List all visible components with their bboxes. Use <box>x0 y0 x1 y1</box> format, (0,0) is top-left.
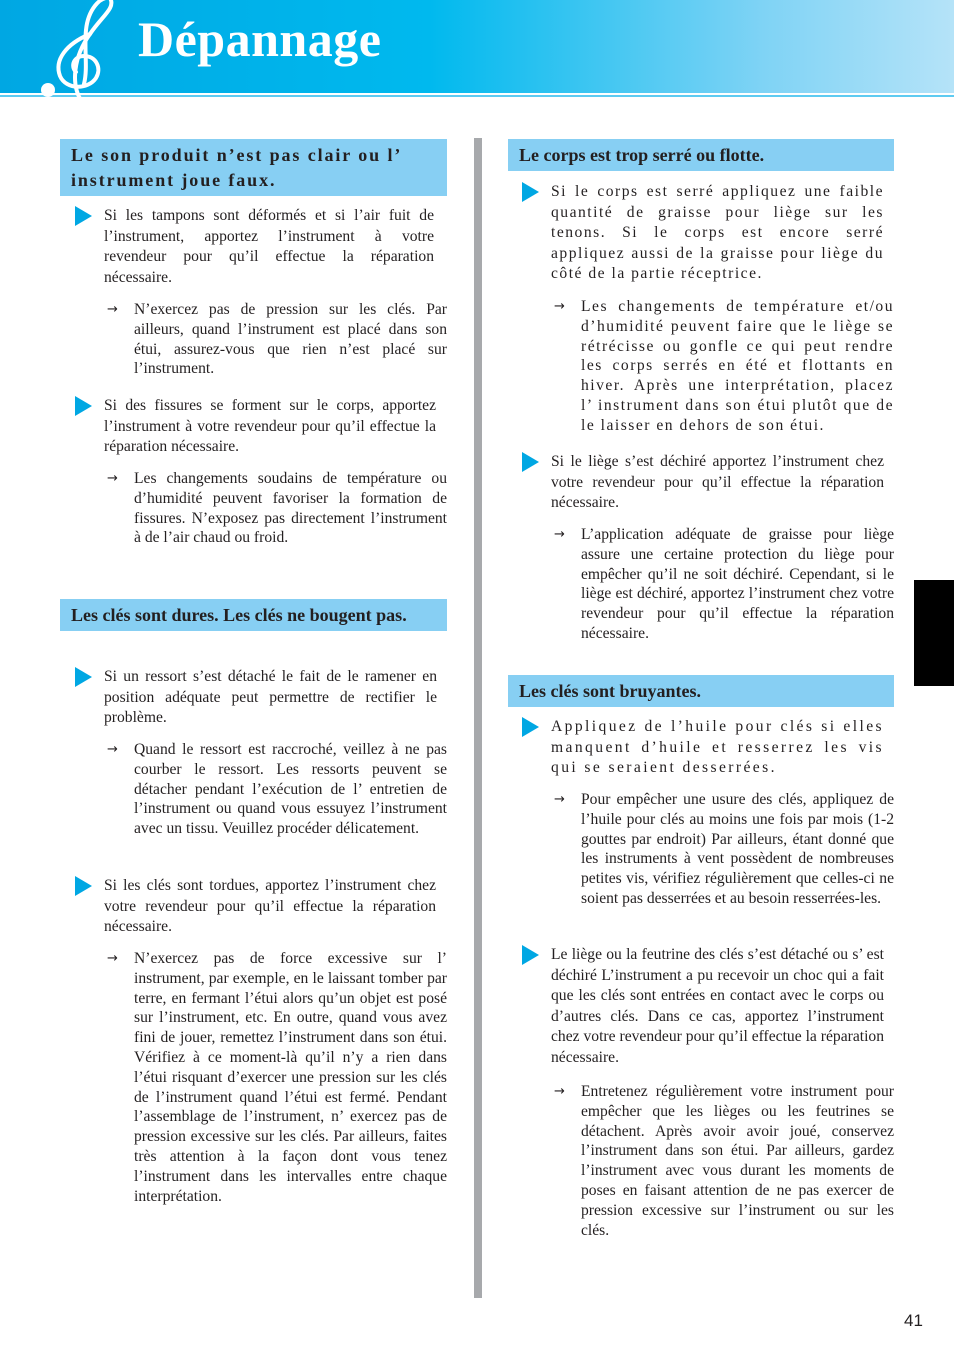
arrow-icon: → <box>554 299 565 314</box>
instruction-text: Si un ressort s’est détaché le fait de le ramener en position adéquate peut permettre de rectifier le problème. <box>104 668 437 726</box>
section-heading: Les clés sont bruyantes. <box>508 675 894 707</box>
note-text: Les changements soudains de température ou d’humidité peuvent favoriser la formation de fissures. N’exposez pas directement l’instrument à de l’air chaud ou froid. <box>134 470 447 547</box>
play-triangle-icon <box>75 667 92 687</box>
play-triangle-icon <box>75 206 92 226</box>
play-triangle-icon <box>75 876 92 896</box>
instruction-text: Appliquez de l’huile pour clés si elles manquent d’huile et resserrez les vis qui se seraient desserrées. <box>551 718 884 776</box>
play-triangle-icon <box>522 452 539 472</box>
note-text: Pour empêcher une usure des clés, appliquez de l’huile pour clés au moins une fois par mois (1-2 gouttes par endroit) Par ailleurs, étant donné que les instruments à vent possèdent de nombreuses petites vis, vérifiez régulièrement que celles-ci ne soient pas desserrées et au besoin resserrées-les. <box>581 791 894 907</box>
instruction-text: Si le corps est serré appliquez une faible quantité de graisse pour liège sur les tenons. Si le corps est encore serré appliquez aussi de la graisse pour liège du côté de la partie réceptrice. <box>551 183 884 282</box>
note-text: Les changements de température et/ou d’humidité peuvent faire que le liège se rétrécisse ou gonfle ce qui peut rendre les corps serrés en été et flottants en hiver. Après une interprétation, placez l’ instrument dans son étui plutôt que de le laisser en dehors de son étui. <box>581 298 894 434</box>
play-triangle-icon <box>522 182 539 202</box>
arrow-icon: → <box>107 471 118 486</box>
play-triangle-icon <box>522 945 539 965</box>
note-text: Entretenez régulièrement votre instrument pour empêcher que les lièges ou les feutrines se détachent. Après avoir avoir joué, conservez l’instrument dans son étui. Par ailleurs, gardez l’instrument avec vous durant les moments de poses en faisant attention de ne pas exercer de pression excessive sur l’instrument ou sur les clés. <box>581 1083 894 1239</box>
instruction-text: Si les tampons sont déformés et si l’air fuit de l’instrument, apportez l’instrument à votre revendeur pour qu’il effectue la réparation nécessaire. <box>104 207 434 286</box>
play-triangle-icon <box>522 717 539 737</box>
section-heading: Les clés sont dures. Les clés ne bougent pas. <box>60 599 447 631</box>
arrow-icon: → <box>554 527 565 542</box>
page-number: 41 <box>904 1311 923 1330</box>
play-triangle-icon <box>75 396 92 416</box>
instruction-text: Si les clés sont tordues, apportez l’instrument chez votre revendeur pour qu’il effectue la réparation nécessaire. <box>104 877 436 935</box>
page-title: Dépannage <box>138 11 382 67</box>
note-text: Quand le ressort est raccroché, veillez à ne pas courber le ressort. Les ressorts peuvent se détacher pendant l’exécution de l’ entretien de l’instrument ou quand vous essuyez l’instrument avec un tissu. Veuillez procéder délicatement. <box>134 741 447 838</box>
arrow-icon: → <box>107 742 118 757</box>
header-rule <box>0 95 954 97</box>
section-heading: Le corps est trop serré ou flotte. <box>508 139 894 171</box>
note-text: N’exercez pas de force excessive sur l’ instrument, par exemple, en le laissant tomber par terre, en fermant l’étui alors qu’un objet est posé sur l’instrument, etc. En outre, quand vous avez fini de jouer, remettez l’instrument dans son étui. Vérifiez à ce moment-là qu’il n’y a rien dans l’étui risquant d’exercer une pression sur les clés de l’instrument quand l’étui est fermé. Pendant l’assemblage de l’instrument, n’ exercez pas de pression excessive sur les clés. Par ailleurs, faites très attention à la façon dont vous tenez l’instrument dans les intervalles entre chaque interprétation. <box>134 950 447 1205</box>
note-text: L’application adéquate de graisse pour liège assure une certaine protection du liège pour empêcher qu’il ne soit déchiré. Cependant, si le liège est déchiré, apportez l’instrument chez votre revendeur pour qu’il effectue la réparation nécessaire. <box>581 526 894 642</box>
column-divider <box>474 138 482 1298</box>
instruction-text: Le liège ou la feutrine des clés s’est détaché ou s’ est déchiré L’instrument a pu recevoir un choc qui a fait que les clés sont entrées en contact avec le corps ou d’autres clés. Dans ce cas, apportez l’instrument chez votre revendeur pour qu’il effectue la réparation nécessaire. <box>551 946 884 1066</box>
note-text: N’exercez pas de pression sur les clés. Par ailleurs, quand l’instrument est placé dans son étui, assurez-vous que rien n’est placé sur l’instrument. <box>134 301 447 378</box>
arrow-icon: → <box>554 792 565 807</box>
instruction-text: Si des fissures se forment sur le corps, apportez l’instrument à votre revendeur pour qu’il effectue la réparation nécessaire. <box>104 397 436 455</box>
arrow-icon: → <box>107 302 118 317</box>
treble-clef-icon <box>30 0 120 104</box>
section-heading: Le son produit n’est pas clair ou l’ instrument joue faux. <box>60 139 447 196</box>
arrow-icon: → <box>554 1084 565 1099</box>
section-tab <box>914 580 954 686</box>
arrow-icon: → <box>107 951 118 966</box>
instruction-text: Si le liège s’est déchiré apportez l’instrument chez votre revendeur pour qu’il effectue la réparation nécessaire. <box>551 453 884 511</box>
